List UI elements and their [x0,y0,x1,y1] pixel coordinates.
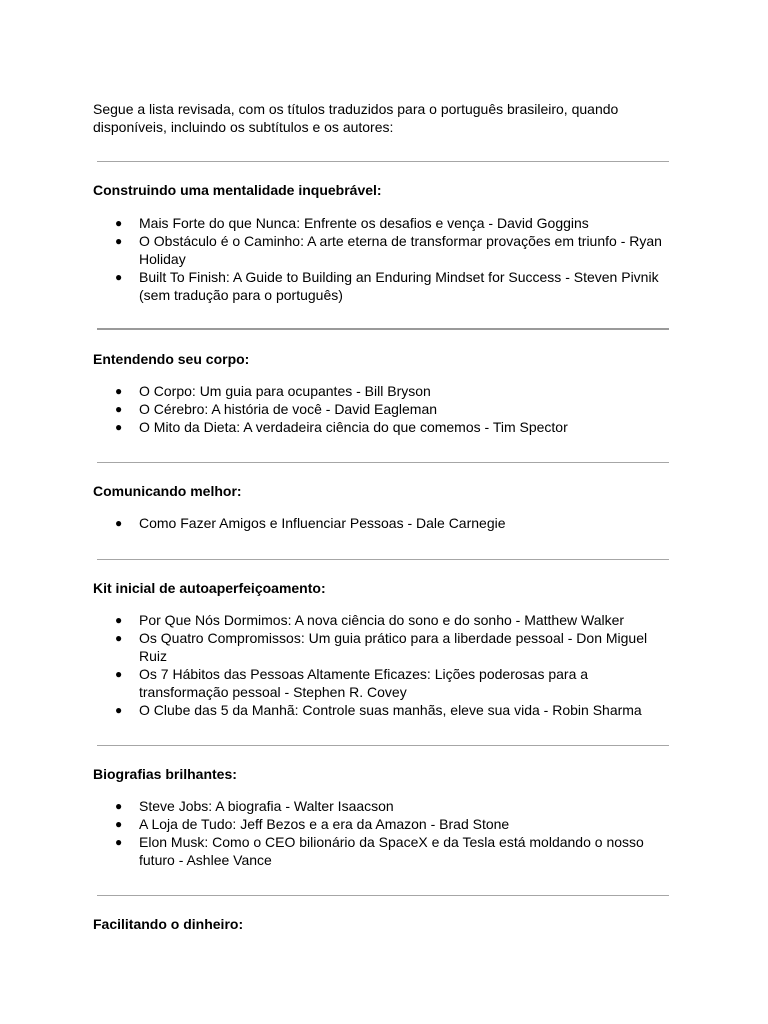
divider [97,895,669,896]
bullet-icon: ● [115,799,123,813]
section-title: Entendendo seu corpo: [93,351,250,367]
list-item: ● O Cérebro: A história de você - David Eagleman [115,401,438,417]
list-item: ● Mais Forte do que Nunca: Enfrente os desafios e vença - David Goggins [115,215,589,231]
bullet-icon: ● [115,631,123,645]
bullet-icon: ● [115,703,123,717]
bullet-icon: ● [115,420,123,434]
book-list [93,382,678,436]
book-list [93,797,678,869]
list-item: ● Steve Jobs: A biografia - Walter Isaacson [115,798,394,814]
list-item: ● O Mito da Dieta: A verdadeira ciência do que comemos - Tim Spector [115,419,568,435]
section-title: Kit inicial de autoaperfeiçoamento: [93,580,326,596]
bullet-icon: ● [115,216,123,230]
section-title: Facilitando o dinheiro: [93,916,244,932]
section-title: Biografias brilhantes: [93,766,237,782]
list-item: ● O Clube das 5 da Manhã: Controle suas manhãs, eleve sua vida - Robin Sharma [115,702,642,718]
bullet-icon: ● [115,817,123,831]
document-page [93,100,678,933]
bullet-icon: ● [115,402,123,416]
list-item: ● Elon Musk: Como o CEO bilionário da SpaceX e da Tesla está moldando o nosso futuro - Ashlee Vance [115,834,644,868]
list-item: ● Como Fazer Amigos e Influenciar Pessoas - Dale Carnegie [115,515,506,531]
book-list [93,214,678,304]
divider [97,559,669,560]
divider [97,161,669,162]
divider [97,745,669,746]
section-title: Comunicando melhor: [93,483,242,499]
bullet-icon: ● [115,384,123,398]
list-item: ● O Corpo: Um guia para ocupantes - Bill Bryson [115,383,431,399]
list-item: ● Os Quatro Compromissos: Um guia prático para a liberdade pessoal - Don Miguel Ruiz [115,630,648,664]
list-item: ● Os 7 Hábitos das Pessoas Altamente Eficazes: Lições poderosas para a transformação pessoal - Stephen R. Covey [115,666,589,700]
divider [97,328,669,330]
book-list [93,514,678,532]
bullet-icon: ● [115,667,123,681]
divider [97,462,669,463]
bullet-icon: ● [115,516,123,530]
list-item: ● Por Que Nós Dormimos: A nova ciência do sono e do sonho - Matthew Walker [115,612,625,628]
bullet-icon: ● [115,613,123,627]
book-list [93,611,678,719]
list-item: ● A Loja de Tudo: Jeff Bezos e a era da Amazon - Brad Stone [115,816,510,832]
bullet-icon: ● [115,835,123,849]
section-title: Construindo uma mentalidade inquebrável: [93,182,382,198]
intro-paragraph: Segue a lista revisada, com os títulos traduzidos para o português brasileiro, quando disponíveis, incluindo os subtítulos e os autores: [93,101,619,135]
list-item: ● Built To Finish: A Guide to Building an Enduring Mindset for Success - Steven Pivnik (sem tradução para o português) [115,269,659,303]
list-item: ● O Obstáculo é o Caminho: A arte eterna de transformar provações em triunfo - Ryan Holiday [115,233,662,267]
bullet-icon: ● [115,270,123,284]
bullet-icon: ● [115,234,123,248]
